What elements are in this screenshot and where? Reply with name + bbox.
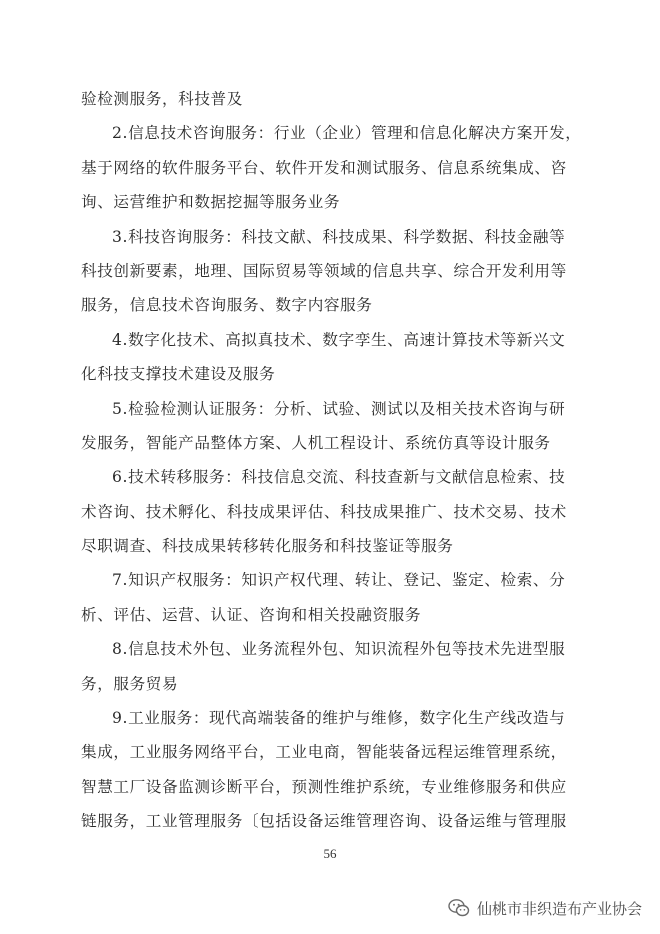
paragraph-line: 智慧工厂设备监测诊断平台，预测性维护系统，专业维修服务和供应 bbox=[81, 777, 567, 796]
paragraph-line: 6.技术转移服务：科技信息交流、科技查新与文献信息检索、技 bbox=[112, 468, 566, 487]
paragraph-line: 尽职调查、科技成果转移转化服务和科技鉴证等服务 bbox=[81, 537, 454, 556]
watermark-text: 仙桃市非织造布产业协会 bbox=[476, 899, 642, 918]
paragraph-line: 服务，信息技术咨询服务、数字内容服务 bbox=[81, 296, 373, 315]
paragraph-line: 科技创新要素，地理、国际贸易等领域的信息共享、综合开发利用等 bbox=[81, 261, 567, 280]
watermark bbox=[447, 896, 642, 920]
paragraph-line: 8.信息技术外包、业务流程外包、知识流程外包等技术先进型服 bbox=[112, 640, 566, 659]
document-body bbox=[81, 82, 581, 839]
paragraph-line: 5.检验检测认证服务：分析、试验、测试以及相关技术咨询与研 bbox=[112, 399, 566, 418]
wechat-icon bbox=[447, 896, 471, 920]
paragraph-line: 发服务，智能产品整体方案、人机工程设计、系统仿真等设计服务 bbox=[81, 433, 551, 452]
paragraph-line: 9.工业服务：现代高端装备的维护与维修，数字化生产线改造与 bbox=[112, 709, 566, 728]
paragraph-line: 链服务，工业管理服务〔包括设备运维管理咨询、设备运维与管理服 bbox=[81, 812, 567, 831]
paragraph-line: 集成，工业服务网络平台，工业电商，智能装备远程运维管理系统， bbox=[81, 743, 567, 762]
page-number: 56 bbox=[323, 846, 337, 861]
paragraph-line: 询、运营维护和数据挖掘等服务业务 bbox=[81, 193, 341, 212]
paragraph-line: 4.数字化技术、高拟真技术、数字孪生、高速计算技术等新兴文 bbox=[112, 330, 566, 349]
paragraph-line: 3.科技咨询服务：科技文献、科技成果、科学数据、科技金融等 bbox=[112, 227, 566, 246]
paragraph-line: 验检测服务，科技普及 bbox=[81, 90, 243, 108]
paragraph-line: 7.知识产权服务：知识产权代理、转让、登记、鉴定、检索、分 bbox=[112, 571, 566, 590]
paragraph-line: 析、评估、运营、认证、咨询和相关投融资服务 bbox=[81, 605, 422, 624]
paragraph-line: 化科技支撑技术建设及服务 bbox=[81, 365, 276, 384]
paragraph-line: 术咨询、技术孵化、科技成果评估、科技成果推广、技术交易、技术 bbox=[81, 502, 567, 521]
paragraph-line: 2.信息技术咨询服务：行业（企业）管理和信息化解决方案开发， bbox=[112, 124, 582, 143]
paragraph-line: 务，服务贸易 bbox=[81, 674, 179, 693]
paragraph-line: 基于网络的软件服务平台、软件开发和测试服务、信息系统集成、咨 bbox=[81, 158, 567, 177]
